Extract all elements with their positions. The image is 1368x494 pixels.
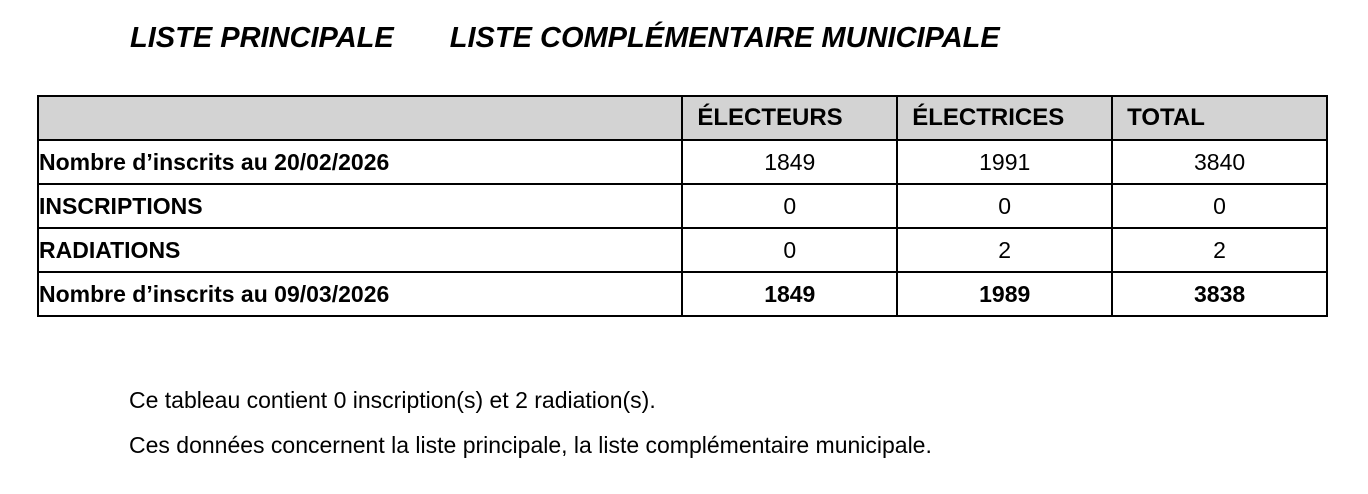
row-label: Nombre d’inscrits au 20/02/2026 (38, 140, 682, 184)
note-scope: Ces données concernent la liste principale, la liste complémentaire municipale. (129, 432, 932, 458)
cell-total: 3840 (1112, 140, 1327, 184)
cell-electeurs: 0 (682, 184, 897, 228)
header-cell-electrices: ÉLECTRICES (897, 96, 1112, 140)
notes-section (129, 388, 932, 478)
cell-electeurs: 0 (682, 228, 897, 272)
header-cell-blank (38, 96, 682, 140)
cell-electrices: 1991 (897, 140, 1112, 184)
row-label: RADIATIONS (38, 228, 682, 272)
row-label: Nombre d’inscrits au 09/03/2026 (38, 272, 682, 316)
cell-electrices: 0 (897, 184, 1112, 228)
title-liste-principale: LISTE PRINCIPALE (130, 22, 394, 54)
cell-electrices: 2 (897, 228, 1112, 272)
cell-total: 0 (1112, 184, 1327, 228)
page-title (130, 22, 1000, 55)
table-row-final-total (38, 272, 1327, 316)
cell-electeurs: 1849 (682, 140, 897, 184)
table-row (38, 140, 1327, 184)
note-counts: Ce tableau contient 0 inscription(s) et 2 radiation(s). (129, 387, 656, 413)
cell-electrices: 1989 (897, 272, 1112, 316)
header-cell-electeurs: ÉLECTEURS (682, 96, 897, 140)
cell-total: 3838 (1112, 272, 1327, 316)
cell-total: 2 (1112, 228, 1327, 272)
header-cell-total: TOTAL (1112, 96, 1327, 140)
row-label: INSCRIPTIONS (38, 184, 682, 228)
table-row (38, 184, 1327, 228)
title-liste-complementaire: LISTE COMPLÉMENTAIRE MUNICIPALE (449, 22, 1000, 54)
electoral-summary-table (37, 95, 1328, 317)
cell-electeurs: 1849 (682, 272, 897, 316)
table-row (38, 228, 1327, 272)
table-header-row (38, 96, 1327, 140)
